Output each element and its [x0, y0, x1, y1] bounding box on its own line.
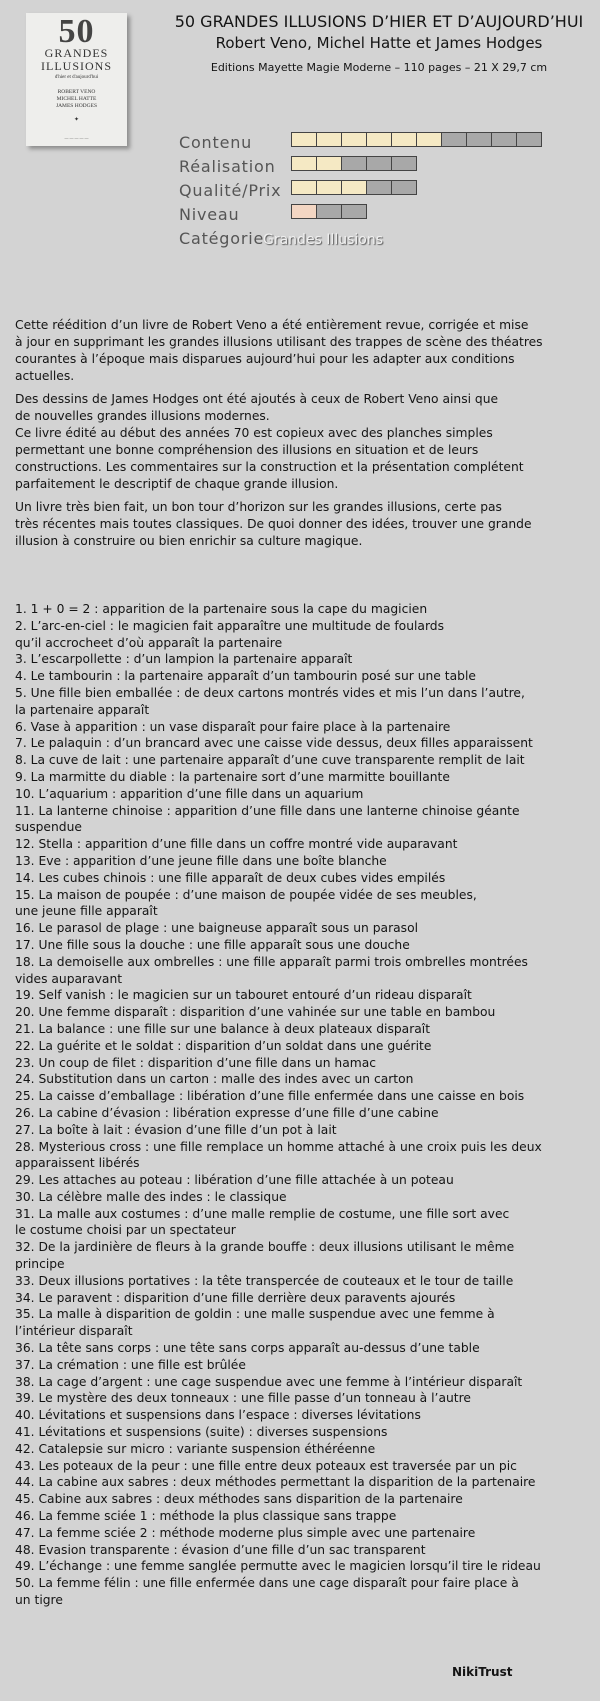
- list-item: [15, 685, 600, 719]
- text-line: constructions. Les commentaires sur la construction et la présentation complétent: [15, 460, 524, 474]
- list-item-line: 19. Self vanish : le magicien sur un tabouret entouré d’un rideau disparaît: [15, 988, 472, 1003]
- list-item-line: 13. Eve : apparition d’une jeune fille dans une boîte blanche: [15, 853, 387, 868]
- book-cover: [26, 13, 127, 146]
- book-title: 50 GRANDES ILLUSIONS D’HIER ET D’AUJOURD’HUI: [174, 12, 584, 31]
- list-item-line: suspendue: [15, 820, 82, 835]
- list-item-line: l’intérieur disparaît: [15, 1324, 133, 1339]
- list-item-line: 31. La malle aux costumes : d’une malle remplie de costume, une fille sort avec: [15, 1206, 510, 1221]
- list-item: [15, 1357, 600, 1374]
- list-item-line: 15. La maison de poupée : d’une maison de poupée vidée de ses meubles,: [15, 887, 477, 902]
- text-line: parfaitement le descriptif de chaque grande illusion.: [15, 477, 339, 491]
- list-item: [15, 769, 600, 786]
- rating-segment-filled: [391, 132, 417, 147]
- list-item: [15, 719, 600, 736]
- list-item: [15, 920, 600, 937]
- list-item-line: 34. Le paravent : disparition d’une fille derrière deux paravents ajourés: [15, 1290, 456, 1305]
- text-line: illusion à construire ou bien enrichir sa culture magique.: [15, 534, 363, 548]
- list-item: [15, 1290, 600, 1307]
- cover-number: 50: [58, 13, 95, 50]
- list-item: [15, 853, 600, 870]
- list-item: [15, 618, 600, 652]
- list-item-line: 27. La boîte à lait : évasion d’une fille d’un pot à lait: [15, 1122, 337, 1137]
- list-item-line: 18. La demoiselle aux ombrelles : une fille apparaît parmi trois ombrelles montrées: [15, 954, 528, 969]
- cover-logo-icon: ✦: [73, 117, 80, 123]
- list-item-line: une jeune fille apparaît: [15, 904, 158, 919]
- list-item-line: 36. La tête sans corps : une tête sans corps apparaît au-dessus d’une table: [15, 1341, 480, 1356]
- list-item-line: 11. La lanterne chinoise : apparition d’une fille dans une lanterne chinoise géante: [15, 803, 520, 818]
- list-item: [15, 1558, 600, 1575]
- list-item: [15, 1021, 600, 1038]
- rating-segment-empty: [366, 180, 392, 195]
- rating-segment-empty: [491, 132, 517, 147]
- list-item-line: 12. Stella : apparition d’une fille dans un coffre montré vide auparavant: [15, 837, 458, 852]
- list-item-line: 41. Lévitations et suspensions (suite) : diverses suspensions: [15, 1425, 388, 1440]
- list-item-line: 8. La cuve de lait : une partenaire apparaît d’une cuve transparente remplit de lait: [15, 753, 525, 768]
- list-item-line: 3. L’escarpollette : d’un lampion la partenaire apparaît: [15, 652, 353, 667]
- list-item: [15, 1088, 600, 1105]
- list-item: [15, 1004, 600, 1021]
- list-item: [15, 1055, 600, 1072]
- list-item: [15, 836, 600, 853]
- list-item: [15, 1273, 600, 1290]
- list-item-line: 9. La marmitte du diable : la partenaire sort d’une marmitte bouillante: [15, 769, 450, 784]
- cover-author: JAMES HODGES: [55, 103, 98, 109]
- list-item-line: principe: [15, 1257, 65, 1272]
- list-item-line: vides auparavant: [15, 971, 123, 986]
- rating-label-contenu: Contenu: [179, 133, 253, 152]
- list-item: [15, 1189, 600, 1206]
- list-item: [15, 1474, 600, 1491]
- text-line: courantes à l’époque mais disparues aujourd’hui pour les adapter aux conditions: [15, 352, 515, 366]
- cover-title-line2: ILLUSIONS: [41, 59, 112, 73]
- rating-segment-empty: [341, 156, 367, 171]
- list-item-line: 38. La cage d’argent : une cage suspendue avec une femme à l’intérieur disparaît: [15, 1374, 523, 1389]
- description-paragraph: [15, 391, 590, 493]
- book-publication: Editions Mayette Magie Moderne – 110 pages – 21 X 29,7 cm: [210, 61, 548, 74]
- list-item-line: 39. Le mystère des deux tonneaux : une fille passe d’un tonneau à l’autre: [15, 1391, 471, 1406]
- book-authors: Robert Veno, Michel Hatte et James Hodges: [215, 34, 543, 52]
- rating-segment-empty: [441, 132, 467, 147]
- list-item-line: 45. Cabine aux sabres : deux méthodes sans disparition de la partenaire: [15, 1492, 463, 1507]
- cover-title-line1: GRANDES: [44, 46, 109, 60]
- list-item: [15, 954, 600, 988]
- list-item: [15, 803, 600, 837]
- list-item: [15, 1139, 600, 1173]
- list-item: [15, 870, 600, 887]
- list-item: [15, 1105, 600, 1122]
- list-item-line: 26. La cabine d’évasion : libération expresse d’une fille d’une cabine: [15, 1105, 439, 1120]
- list-item-line: 37. La crémation : une fille est brûlée: [15, 1357, 246, 1372]
- list-item-line: un tigre: [15, 1593, 63, 1608]
- list-item: [15, 1239, 600, 1273]
- cover-subtitle: d'hier et d'aujourd'hui: [54, 75, 99, 80]
- rating-segment-filled: [291, 180, 317, 195]
- list-item-line: 48. Evasion transparente : évasion d’une fille d’un sac transparent: [15, 1542, 426, 1557]
- category-value: Grandes Illusions: [263, 232, 383, 248]
- rating-label-qualite: Qualité/Prix: [179, 181, 282, 200]
- rating-segment-filled: [291, 204, 317, 219]
- cover-author: MICHEL HATTE: [56, 96, 97, 102]
- list-item-line: 24. Substitution dans un carton : malle des indes avec un carton: [15, 1072, 414, 1087]
- rating-segment-filled: [316, 156, 342, 171]
- list-item: [15, 1374, 600, 1391]
- rating-segment-filled: [291, 156, 317, 171]
- description-paragraph: [15, 317, 590, 385]
- rating-segment-filled: [366, 132, 392, 147]
- text-line: permettant une bonne compréhension des illusions en situation et de leurs: [15, 443, 479, 457]
- list-item: [15, 937, 600, 954]
- list-item-line: 2. L’arc-en-ciel : le magicien fait apparaître une multitude de foulards: [15, 618, 445, 633]
- cover-author: ROBERT VENO: [57, 89, 96, 95]
- cover-publisher-line: — — — — —: [64, 135, 89, 140]
- rating-bar-qualite: [291, 180, 416, 195]
- list-item-line: le costume choisi par un spectateur: [15, 1223, 236, 1238]
- list-item: [15, 987, 600, 1004]
- description-paragraph: [15, 499, 590, 550]
- text-line: très récentes mais toutes classiques. De quoi donner des idées, trouver une grande: [15, 517, 532, 531]
- rating-bar-realisation: [291, 156, 416, 171]
- list-item-line: 47. La femme sciée 2 : méthode moderne plus simple avec une partenaire: [15, 1525, 476, 1540]
- list-item-line: 35. La malle à disparition de goldin : une malle suspendue avec une femme à: [15, 1307, 495, 1322]
- rating-segment-empty: [466, 132, 492, 147]
- rating-bar-niveau: [291, 204, 366, 219]
- list-item-line: 33. Deux illusions portatives : la tête transpercée de couteaux et le tour de taille: [15, 1273, 514, 1288]
- list-item: [15, 887, 600, 921]
- text-line: Cette réédition d’un livre de Robert Veno a été entièrement revue, corrigée et mise: [15, 318, 529, 332]
- rating-segment-filled: [316, 132, 342, 147]
- list-item: [15, 1306, 600, 1340]
- author-signature: NikiTrust: [452, 1665, 513, 1679]
- rating-bar-contenu: [291, 132, 541, 147]
- rating-label-realisation: Réalisation: [179, 157, 276, 176]
- rating-label-categorie: Catégorie: [179, 229, 265, 248]
- rating-label-niveau: Niveau: [179, 205, 240, 224]
- list-item-line: 16. Le parasol de plage : une baigneuse apparaît sous un parasol: [15, 921, 419, 936]
- rating-segment-empty: [516, 132, 542, 147]
- list-item-line: 30. La célèbre malle des indes : le classique: [15, 1189, 287, 1204]
- list-item: [15, 1525, 600, 1542]
- list-item-line: 42. Catalepsie sur micro : variante suspension éthéréenne: [15, 1441, 376, 1456]
- list-item-line: 46. La femme sciée 1 : méthode la plus classique sans trappe: [15, 1509, 397, 1524]
- list-item-line: 10. L’aquarium : apparition d’une fille dans un aquarium: [15, 786, 364, 801]
- list-item-line: 1. 1 + 0 = 2 : apparition de la partenaire sous la cape du magicien: [15, 602, 428, 616]
- list-item-line: 6. Vase à apparition : un vase disparaît pour faire place à la partenaire: [15, 719, 451, 734]
- cover-authors: [26, 89, 127, 110]
- list-item-line: 17. Une fille sous la douche : une fille apparaît sous une douche: [15, 937, 410, 952]
- list-item: [15, 1575, 600, 1609]
- list-item-line: 7. Le palaquin : d’un brancard avec une caisse vide dessus, deux filles apparaissent: [15, 736, 533, 751]
- rating-segment-filled: [416, 132, 442, 147]
- text-line: Des dessins de James Hodges ont été ajoutés à ceux de Robert Veno ainsi que: [15, 392, 499, 406]
- list-item: [15, 1206, 600, 1240]
- list-item-line: 22. La guérite et le soldat : disparition d’un soldat dans une guérite: [15, 1038, 432, 1053]
- list-item-line: 25. La caisse d’emballage : libération d’une fille enfermée dans une caisse en bois: [15, 1089, 525, 1104]
- illusion-list: [15, 601, 600, 1609]
- list-item: [15, 786, 600, 803]
- list-item: [15, 1407, 600, 1424]
- list-item-line: 40. Lévitations et suspensions dans l’espace : diverses lévitations: [15, 1408, 421, 1423]
- text-line: Un livre très bien fait, un bon tour d’horizon sur les grandes illusions, certe pas: [15, 500, 502, 514]
- list-item-line: 14. Les cubes chinois : une fille apparaît de deux cubes vides empilés: [15, 870, 446, 885]
- list-item-line: 29. Les attaches au poteau : libération d’une fille attachée à un poteau: [15, 1173, 454, 1188]
- rating-segment-filled: [291, 132, 317, 147]
- list-item-line: 23. Un coup de filet : disparition d’une fille dans un hamac: [15, 1055, 377, 1070]
- list-item-line: 4. Le tambourin : la partenaire apparaît d’un tambourin posé sur une table: [15, 669, 476, 684]
- list-item: [15, 1071, 600, 1088]
- text-line: à jour en supprimant les grandes illusions utilisant des trappes de scène des théatres: [15, 335, 543, 349]
- list-item: [15, 1508, 600, 1525]
- list-item: [15, 1122, 600, 1139]
- list-item: [15, 1172, 600, 1189]
- rating-segment-empty: [341, 204, 367, 219]
- list-item: [15, 735, 600, 752]
- list-item-line: 20. Une femme disparaît : disparition d’une vahinée sur une table en bambou: [15, 1005, 496, 1020]
- list-item: [15, 1424, 600, 1441]
- text-line: de nouvelles grandes illusions modernes.: [15, 409, 270, 423]
- list-item: [15, 1038, 600, 1055]
- list-item: [15, 1458, 600, 1475]
- list-item-line: 49. L’échange : une femme sanglée permutte avec le magicien lorsqu’il tire le rideau: [15, 1559, 541, 1574]
- rating-segment-filled: [341, 180, 367, 195]
- list-item-line: 50. La femme félin : une fille enfermée dans une cage disparaît pour faire place à: [15, 1576, 519, 1591]
- list-item-line: apparaissent libérés: [15, 1156, 140, 1171]
- list-item-line: qu’il accrocheet d’où apparaît la partenaire: [15, 635, 283, 650]
- list-item-line: 5. Une fille bien emballée : de deux cartons montrés vides et mis l’un dans l’autre,: [15, 685, 525, 700]
- list-item-line: 21. La balance : une fille sur une balance à deux plateaux disparaît: [15, 1021, 431, 1036]
- list-item: [15, 601, 600, 618]
- list-item-line: 28. Mysterious cross : une fille remplace un homme attaché à une croix puis les deux: [15, 1139, 542, 1154]
- list-item-line: 43. Les poteaux de la peur : une fille entre deux poteaux est traversée par un pic: [15, 1458, 517, 1473]
- list-item: [15, 1542, 600, 1559]
- list-item: [15, 752, 600, 769]
- rating-segment-filled: [316, 180, 342, 195]
- rating-segment-filled: [341, 132, 367, 147]
- text-line: Ce livre édité au début des années 70 est copieux avec des planches simples: [15, 426, 493, 440]
- list-item: [15, 1491, 600, 1508]
- list-item: [15, 1390, 600, 1407]
- rating-segment-empty: [391, 180, 417, 195]
- list-item: [15, 1340, 600, 1357]
- text-line: actuelles.: [15, 369, 75, 383]
- list-item-line: 32. De la jardinière de fleurs à la grande bouffe : deux illusions utilisant le même: [15, 1240, 515, 1255]
- rating-segment-empty: [391, 156, 417, 171]
- rating-segment-empty: [366, 156, 392, 171]
- list-item: [15, 668, 600, 685]
- list-item-line: 44. La cabine aux sabres : deux méthodes permettant la disparition de la partenaire: [15, 1475, 536, 1490]
- list-item: [15, 1441, 600, 1458]
- list-item: [15, 651, 600, 668]
- rating-segment-empty: [316, 204, 342, 219]
- list-item-line: la partenaire apparaît: [15, 702, 150, 717]
